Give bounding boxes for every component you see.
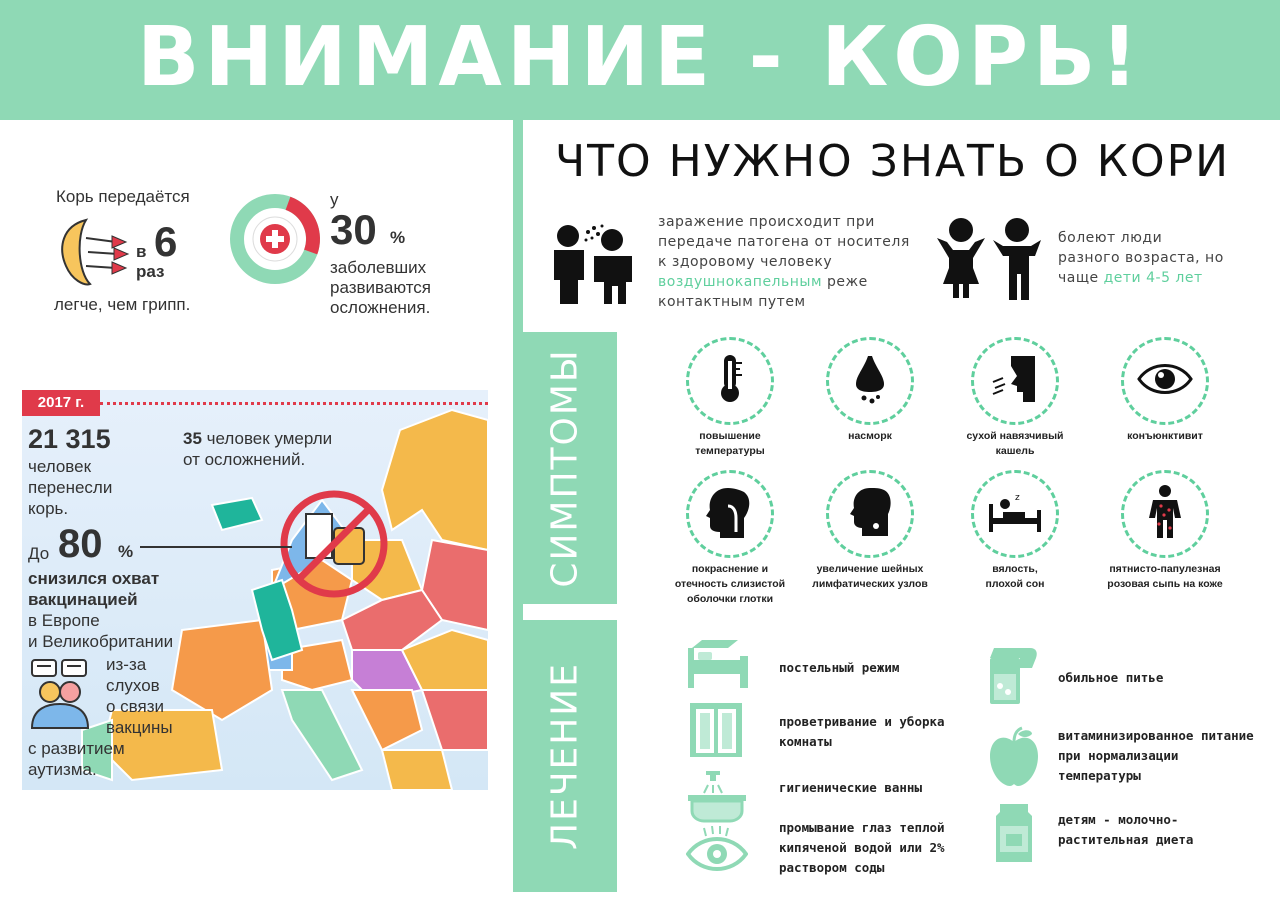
deaths-line2: от осложнений. <box>183 450 306 469</box>
symptom-label-line: пятнисто-папулезная <box>1109 563 1221 575</box>
cases-line3: корь. <box>28 499 69 518</box>
complications-u: у <box>330 190 339 209</box>
window-icon <box>688 701 744 763</box>
rumor-text-a <box>106 654 173 738</box>
cases-text <box>28 456 112 519</box>
cases-number: 21 315 <box>28 424 111 454</box>
symptom-label-line: вялость, <box>992 563 1038 575</box>
year-badge: 2017 г. <box>22 390 100 416</box>
neck-icon-circle <box>826 470 914 558</box>
treatment-label-line: при нормализации <box>1058 748 1179 763</box>
cases-line1: человек <box>28 457 92 476</box>
treatment-label <box>1058 726 1254 786</box>
age-highlight: дети 4-5 лет <box>1103 270 1203 286</box>
spread-in: в <box>136 242 147 261</box>
neck-icon <box>848 486 892 542</box>
thermometer-icon <box>708 353 752 409</box>
rash-icon-circle <box>1121 470 1209 558</box>
rumor-text-b <box>28 738 125 780</box>
eye-icon-circle <box>1121 337 1209 425</box>
drop-line2: вакцинацией <box>28 590 138 609</box>
symptom-label-line: конъюнктивит <box>1127 430 1203 442</box>
svg-text:z: z <box>1015 493 1020 503</box>
bed-icon-circle <box>971 470 1059 558</box>
treatment-label-line: промывание глаз теплой <box>779 820 945 835</box>
rumor-line1: из-за <box>106 655 147 674</box>
treatment-label-line: детям - молочно- <box>1058 812 1179 827</box>
dotted-line <box>100 402 488 405</box>
symptom-label-line: отечность слизистой <box>674 578 786 590</box>
treatment-label <box>779 658 899 678</box>
age-line3: чаще <box>1058 270 1104 286</box>
bed-rest-icon <box>686 638 752 696</box>
complications-line2: развиваются <box>330 278 432 297</box>
drop-line4: и Великобритании <box>28 632 174 651</box>
drop-line3: в Европе <box>28 611 100 630</box>
upto-label: До <box>28 544 50 563</box>
symptom-label-line: увеличение шейных <box>816 563 924 575</box>
symptom-label-line: розовая сыпь на коже <box>1107 578 1223 590</box>
symptom-label <box>1075 562 1255 592</box>
treatment-label-line: гигиенические ванны <box>779 780 922 795</box>
symptom-label-line: сухой навязчивый <box>966 430 1064 442</box>
treatment-label-line: растительная диета <box>1058 832 1194 847</box>
children-icon <box>935 216 1045 300</box>
age-line1: болеют люди <box>1058 230 1163 246</box>
symptom-label-line: повышение <box>699 430 761 442</box>
treatment-label <box>779 712 945 752</box>
treatment-label-line: проветривание и уборка <box>779 714 945 729</box>
symptom-label-line: кашель <box>995 445 1035 457</box>
vaccination-text <box>28 568 173 652</box>
rumor-line3: о связи <box>106 697 165 716</box>
bath-icon <box>686 767 748 829</box>
treatment-label-line: температуры <box>1058 768 1141 783</box>
nose-icon-circle <box>826 337 914 425</box>
spread-number: 6 <box>154 218 178 265</box>
age-line2: разного возраста, но <box>1058 250 1224 266</box>
treatment-label-line: витаминизированное питание <box>1058 728 1254 743</box>
tab-treatment <box>513 620 617 892</box>
drink-icon <box>988 644 1040 710</box>
symptom-label-line: лимфатических узлов <box>812 578 928 590</box>
symptom-label-line: оболочки глотки <box>686 593 774 605</box>
tab-symptoms-label: СИМПТОМЫ <box>544 348 586 588</box>
symptom-label-line: температуры <box>695 445 765 457</box>
symptom-label-line: насморк <box>848 430 892 442</box>
bed-icon <box>987 490 1043 538</box>
pointer-line <box>140 546 292 548</box>
spread-title: Корь передаётся <box>56 187 190 206</box>
drop-line1: снизился охват <box>28 569 160 588</box>
complications-donut-icon <box>228 192 322 286</box>
rumor-line6: аутизма. <box>28 760 97 779</box>
nose-icon <box>848 354 892 408</box>
throat-icon-circle <box>686 470 774 558</box>
symptom-label-line: плохой сон <box>985 578 1045 590</box>
rumor-line5: с развитием <box>28 739 125 758</box>
age-text <box>1058 228 1268 288</box>
transmission-line2: передаче патогена от носителя <box>658 234 910 250</box>
eye-icon <box>1137 363 1193 399</box>
treatment-label <box>1058 810 1193 850</box>
treatment-label <box>1058 668 1163 688</box>
treatment-label-line: обильное питье <box>1058 670 1164 685</box>
throat-icon <box>706 486 754 542</box>
treatment-label-line: раствором соды <box>779 860 885 875</box>
deaths-number: 35 <box>183 429 202 448</box>
transmission-line5: контактным путем <box>658 294 806 310</box>
transmission-line3: к здоровому человеку <box>658 254 833 270</box>
rash-icon <box>1145 484 1185 544</box>
milk-icon <box>990 802 1038 868</box>
rumor-line2: слухов <box>106 676 160 695</box>
complications-line3: осложнения. <box>330 298 431 317</box>
spread-bottom: легче, чем грипп. <box>54 295 191 314</box>
tab-symptoms <box>513 332 617 604</box>
treatment-label-line: постельный режим <box>779 660 900 675</box>
vaccination-drop-percent: % <box>118 542 134 561</box>
deaths-text <box>183 428 332 470</box>
tab-treatment-label: ЛЕЧЕНИЕ <box>544 662 586 850</box>
cough-icon <box>991 354 1039 408</box>
rumor-line4: вакцины <box>106 718 173 737</box>
cough-icon-circle <box>971 337 1059 425</box>
complications-line1: заболевших <box>330 258 427 277</box>
treatment-label <box>779 818 945 878</box>
page-title: ВНИМАНИЕ - КОРЬ! <box>137 10 1143 105</box>
symptom-label-line: покраснение и <box>691 563 769 575</box>
cases-line2: перенесли <box>28 478 113 497</box>
virus-spread-icon <box>56 216 132 290</box>
apple-icon <box>988 726 1040 792</box>
section-title: ЧТО НУЖНО ЗНАТЬ О КОРИ <box>555 136 1231 187</box>
spread-times: раз <box>136 262 165 281</box>
people-cough-icon <box>550 218 646 306</box>
vaccination-drop-number: 80 <box>58 522 103 566</box>
complications-percent: % <box>390 228 406 247</box>
thermometer-icon-circle <box>686 337 774 425</box>
treatment-label-line: кипяченой водой или 2% <box>779 840 945 855</box>
deaths-line1: человек умерли <box>201 429 333 448</box>
transmission-text <box>658 212 928 312</box>
complications-text <box>330 258 431 318</box>
complications-number: 30 <box>330 206 377 253</box>
symptom-label <box>1075 429 1255 444</box>
transmission-highlight: воздушнокапельным <box>658 274 823 290</box>
rumors-people-icon <box>28 658 92 730</box>
transmission-line4: реже <box>822 274 868 290</box>
eye-wash-icon <box>686 826 748 878</box>
treatment-label-line: комнаты <box>779 734 832 749</box>
transmission-line1: заражение происходит при <box>658 214 875 230</box>
treatment-label <box>779 778 922 798</box>
